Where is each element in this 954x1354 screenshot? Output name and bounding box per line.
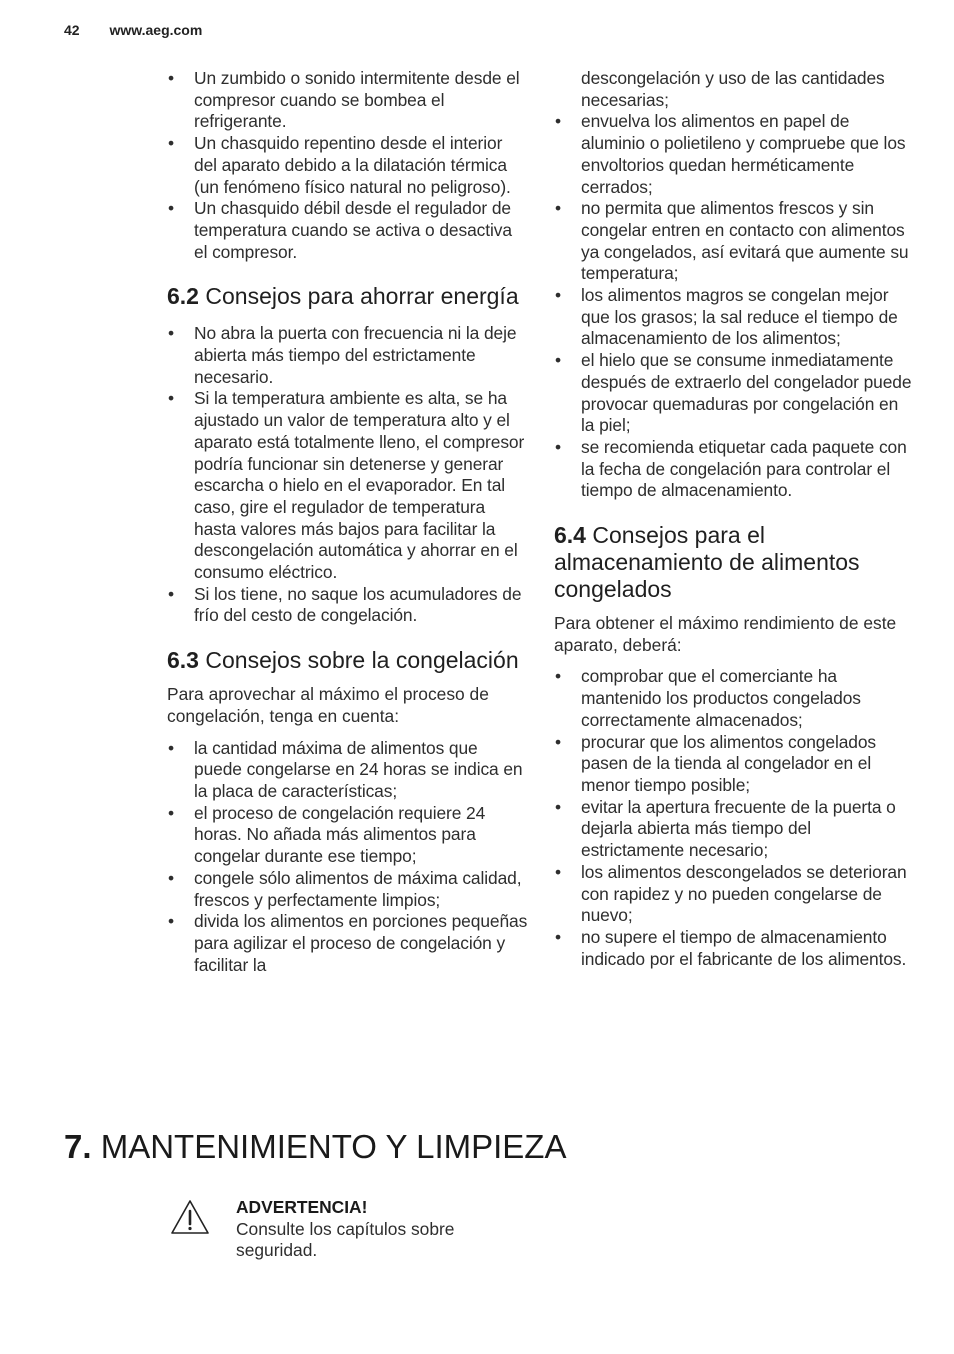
section-number: 6.4 [554, 522, 586, 549]
warning-box [236, 1197, 536, 1262]
section-heading-6-3 [167, 647, 529, 674]
warning-text: Consulte los capítulos sobre seguridad. [236, 1218, 455, 1261]
chapter-title: MANTENIMIENTO Y LIMPIEZA [100, 1128, 567, 1165]
list-item: • la cantidad máxima de alimentos que puede congelarse en 24 horas se indica en la placa de características; [167, 738, 529, 803]
section-number: 6.3 [167, 647, 199, 674]
list-item: • Un chasquido débil desde el regulador de temperatura cuando se activa o desactiva el compresor. [167, 198, 529, 263]
continued-list [554, 68, 916, 111]
list-item: • Un zumbido o sonido intermitente desde el compresor cuando se bombea el refrigerante. [167, 68, 529, 133]
list-item: • Si los tiene, no saque los acumuladores de frío del cesto de congelación. [167, 584, 529, 627]
list-item: • Si la temperatura ambiente es alta, se ha ajustado un valor de temperatura alto y el aparato está totalmente lleno, el compresor podría funcionar sin detenerse y generar escarcha o hielo en el evaporador. En tal caso, gire el regulador de temperatura hasta valores más bajos para facilitar la descongelación automática y ahorrar en el consumo eléctrico. [167, 388, 529, 583]
list-item: • el proceso de congelación requiere 24 horas. No añada más alimentos para congelar durante ese tiempo; [167, 803, 529, 868]
section-title: Consejos sobre la congelación [205, 647, 519, 674]
section-heading-6-2 [167, 283, 529, 310]
storage-tips-list [554, 666, 916, 970]
list-item: • No abra la puerta con frecuencia ni la deje abierta más tiempo del estrictamente necesario. [167, 323, 529, 388]
warning-triangle-icon [170, 1199, 210, 1235]
list-item: • no permita que alimentos frescos y sin congelar entren en contacto con alimentos ya congelados, así evitará que aumente su temperatura; [554, 198, 916, 285]
list-item: • no supere el tiempo de almacenamiento indicado por el fabricante de los alimentos. [554, 927, 916, 970]
list-item: • envuelva los alimentos en papel de aluminio o polietileno y compruebe que los envoltorios quedan herméticamente cerrados; [554, 111, 916, 198]
energy-tips-list [167, 323, 529, 627]
section-intro: Para aprovechar al máximo el proceso de congelación, tenga en cuenta: [167, 684, 489, 726]
list-item: • el hielo que se consume inmediatamente después de extraerlo del congelador puede provocar quemaduras por congelación en la piel; [554, 350, 916, 437]
list-item: • Un chasquido repentino desde el interior del aparato debido a la dilatación térmica (un fenómeno físico natural no peligroso). [167, 133, 529, 198]
list-item: • los alimentos descongelados se deterioran con rapidez y no pueden congelarse de nuevo; [554, 862, 916, 927]
left-column [167, 68, 529, 976]
section-heading-6-4 [554, 522, 916, 603]
chapter-number: 7. [64, 1128, 92, 1165]
section-number: 6.2 [167, 283, 199, 310]
list-item: • congele sólo alimentos de máxima calidad, frescos y perfectamente limpios; [167, 868, 529, 911]
chapter-heading [64, 1128, 566, 1166]
section-title: Consejos para ahorrar energía [205, 283, 519, 310]
list-item: • comprobar que el comerciante ha mantenido los productos congelados correctamente almacenados; [554, 666, 916, 731]
section-intro: Para obtener el máximo rendimiento de este aparato, deberá: [554, 613, 897, 655]
website-url: www.aeg.com [109, 22, 203, 38]
section-title: Consejos para el almacenamiento de alimentos congelados [554, 522, 860, 603]
right-column [554, 68, 916, 970]
list-item: • evitar la apertura frecuente de la puerta o dejarla abierta más tiempo del estrictamente necesario; [554, 797, 916, 862]
freezing-tips-list-continued [554, 111, 916, 502]
list-item: • divida los alimentos en porciones pequeñas para agilizar el proceso de congelación y facilitar la [167, 911, 529, 976]
freezing-tips-list [167, 738, 529, 977]
page-header [64, 22, 202, 38]
warning-title: ADVERTENCIA! [236, 1197, 368, 1217]
noise-list [167, 68, 529, 263]
page-number: 42 [64, 22, 80, 38]
list-item-continued: descongelación y uso de las cantidades necesarias; [581, 68, 885, 110]
list-item: • los alimentos magros se congelan mejor que los grasos; la sal reduce el tiempo de almacenamiento de los alimentos; [554, 285, 916, 350]
list-item: • procurar que los alimentos congelados pasen de la tienda al congelador en el menor tiempo posible; [554, 732, 916, 797]
list-item: • se recomienda etiquetar cada paquete con la fecha de congelación para controlar el tiempo de almacenamiento. [554, 437, 916, 502]
